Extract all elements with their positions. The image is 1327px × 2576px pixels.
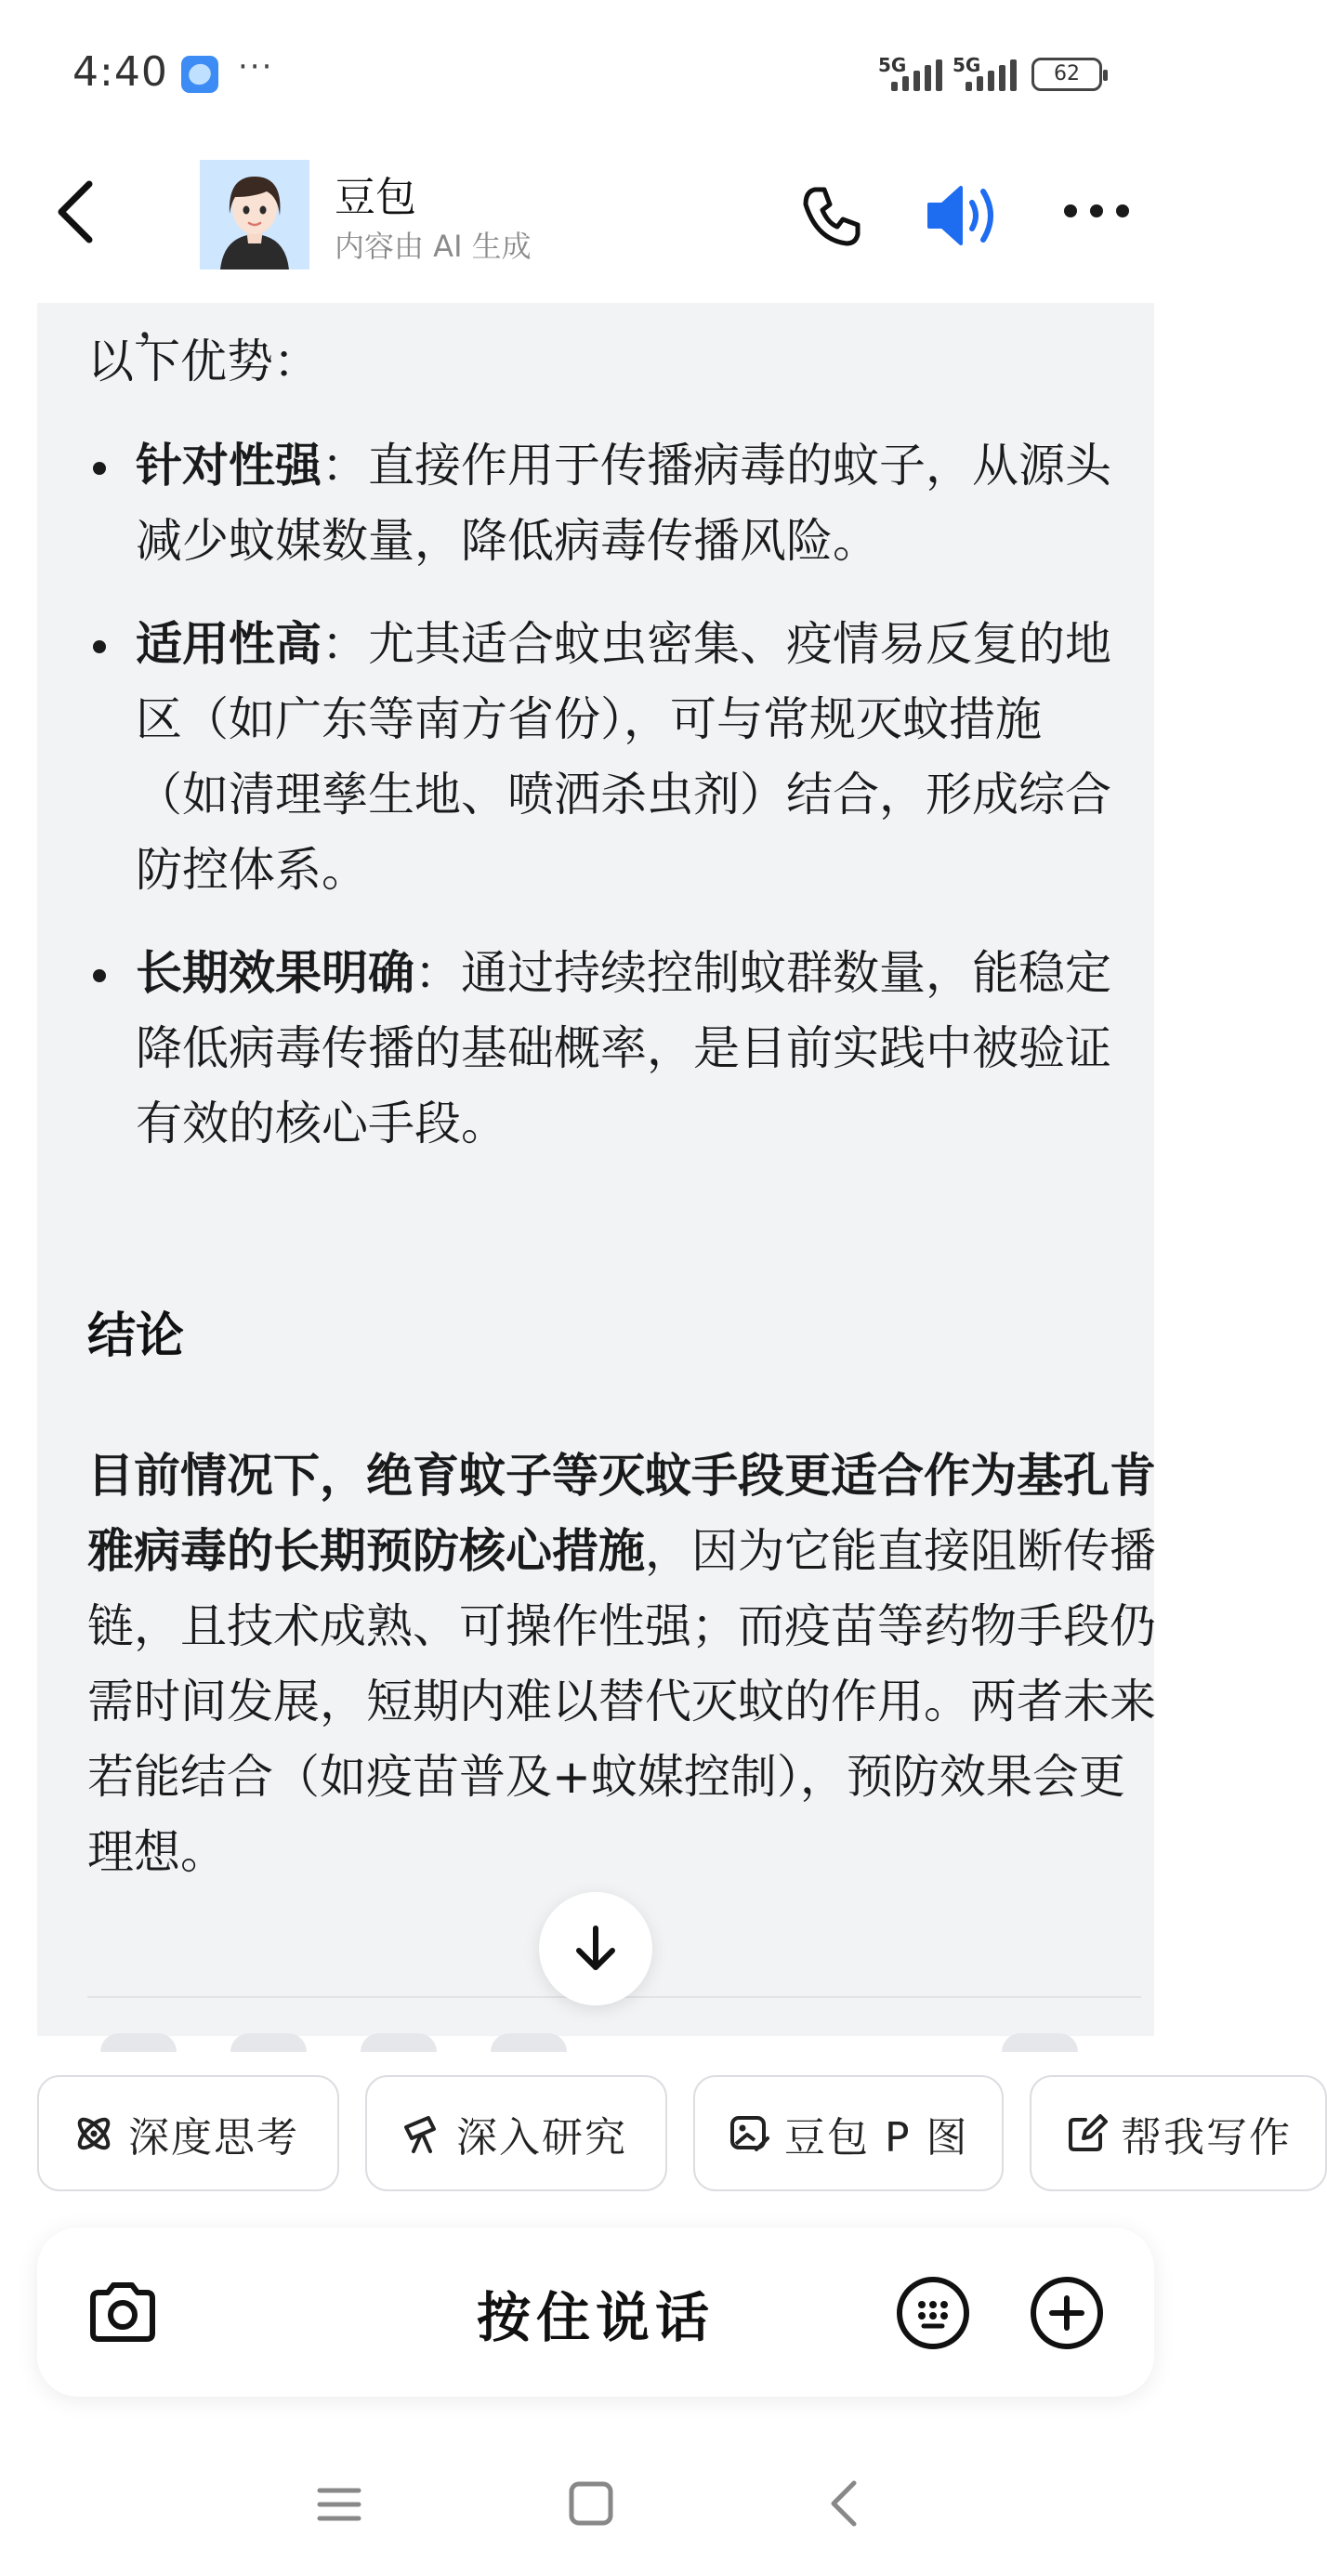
pencil-square-icon	[1065, 2112, 1108, 2155]
home-square-icon	[567, 2479, 615, 2528]
telescope-icon	[401, 2112, 443, 2155]
speaker-icon[interactable]	[491, 2033, 567, 2052]
network-type-label: 5G	[953, 54, 981, 76]
list-item	[87, 428, 1119, 579]
cut-off-text: ，	[138, 295, 184, 348]
chip-deep-think[interactable]	[37, 2075, 339, 2191]
quick-actions	[0, 2075, 1292, 2191]
dot-icon	[1116, 204, 1129, 217]
thumbs-icon[interactable]	[1002, 2033, 1078, 2052]
list-item	[87, 936, 1119, 1162]
chip-label: 豆包 P 图	[784, 2113, 969, 2162]
conclusion-text: ，因为它能直接阻断传播链，且技术成熟、可操作性强；而疫苗等药物手段仍需时间发展，短期内难以替代灭蚊的作用。两者未来若能结合（如疫苗普及+蚊媒控制），预防效果会更理想。	[87, 1524, 1156, 1879]
more-options-button[interactable]	[1064, 204, 1138, 227]
speaker-icon	[920, 177, 1004, 255]
menu-icon	[316, 2481, 362, 2528]
home-button[interactable]	[567, 2479, 615, 2528]
avatar[interactable]	[200, 160, 309, 269]
conclusion-heading: 结论	[87, 1308, 185, 1364]
hold-to-talk-button[interactable]: 按住说话	[476, 2286, 715, 2349]
bullet-text: ：通过持续控制蚊群数量，能稳定降低病毒传播的基础概率，是目前实践中被验证有效的核心手段。	[136, 946, 1111, 1150]
conclusion-body	[87, 1439, 1156, 1890]
keyboard-icon	[894, 2274, 972, 2352]
bullet-title: 适用性高	[136, 617, 322, 671]
share-icon[interactable]	[361, 2033, 437, 2052]
bullet-text: ：直接作用于传播病毒的蚊子，从源头减少蚊媒数量，降低病毒传播风险。	[136, 439, 1111, 568]
phone-icon	[795, 178, 869, 253]
bot-name: 豆包	[335, 174, 416, 221]
chip-deep-research[interactable]	[365, 2075, 667, 2191]
avatar-portrait-icon	[200, 160, 309, 269]
assistant-message	[37, 295, 1156, 2036]
more-notifications-icon: ···	[238, 48, 274, 85]
copy-icon[interactable]	[100, 2033, 177, 2052]
status-time: 4:40	[72, 48, 168, 96]
refresh-icon[interactable]	[230, 2033, 307, 2052]
voice-playback-button[interactable]	[920, 177, 1004, 255]
plus-circle-icon	[1028, 2274, 1106, 2352]
ai-generated-label: 内容由 AI 生成	[335, 229, 532, 264]
chip-writing[interactable]	[1030, 2075, 1327, 2191]
arrow-down-icon	[572, 1923, 620, 1975]
atom-icon	[72, 2112, 115, 2155]
system-nav-bar	[0, 2453, 1189, 2556]
call-button[interactable]	[795, 178, 869, 253]
signal-icon	[878, 54, 953, 91]
input-bar	[37, 2228, 1154, 2397]
chip-label: 深度思考	[128, 2113, 299, 2162]
advantages-list	[87, 428, 1119, 1189]
dot-icon	[1090, 204, 1103, 217]
status-bar	[0, 0, 1189, 139]
message-intro: 以下优势：	[87, 335, 320, 388]
chip-label: 深入研究	[456, 2113, 627, 2162]
battery-level: 62	[1054, 62, 1080, 85]
list-item	[87, 607, 1119, 908]
chip-image-edit[interactable]	[693, 2075, 1004, 2191]
recent-apps-button[interactable]	[316, 2481, 362, 2528]
chat-header	[0, 139, 1189, 302]
bullet-title: 长期效果明确	[136, 946, 414, 1000]
chip-label: 帮我写作	[1121, 2113, 1292, 2162]
back-button[interactable]	[46, 175, 112, 249]
bullet-text: ：尤其适合蚊虫密集、疫情易反复的地区（如广东等南方省份），可与常规灭蚊措施（如清理孳生地、喷洒杀虫剂）结合，形成综合防控体系。	[136, 617, 1111, 897]
back-chevron-icon	[822, 2477, 869, 2530]
keyboard-button[interactable]	[894, 2274, 972, 2352]
back-arrow-icon	[46, 175, 112, 249]
app-notification-icon	[181, 56, 218, 93]
bullet-title: 针对性强	[136, 439, 322, 493]
conclusion-bold-text: 目前情况下，绝育蚊子等灭蚊手段更适合作为基孔肯雅病毒的长期预防核心措施	[87, 1449, 1156, 1578]
battery-icon	[1031, 58, 1102, 91]
network-type-label: 5G	[878, 54, 907, 76]
system-back-button[interactable]	[822, 2477, 869, 2530]
image-edit-icon	[729, 2112, 771, 2155]
signal-icon	[953, 54, 1027, 91]
dot-icon	[1064, 204, 1077, 217]
more-actions-button[interactable]	[1028, 2274, 1106, 2352]
scroll-to-bottom-button[interactable]	[539, 1892, 652, 2005]
